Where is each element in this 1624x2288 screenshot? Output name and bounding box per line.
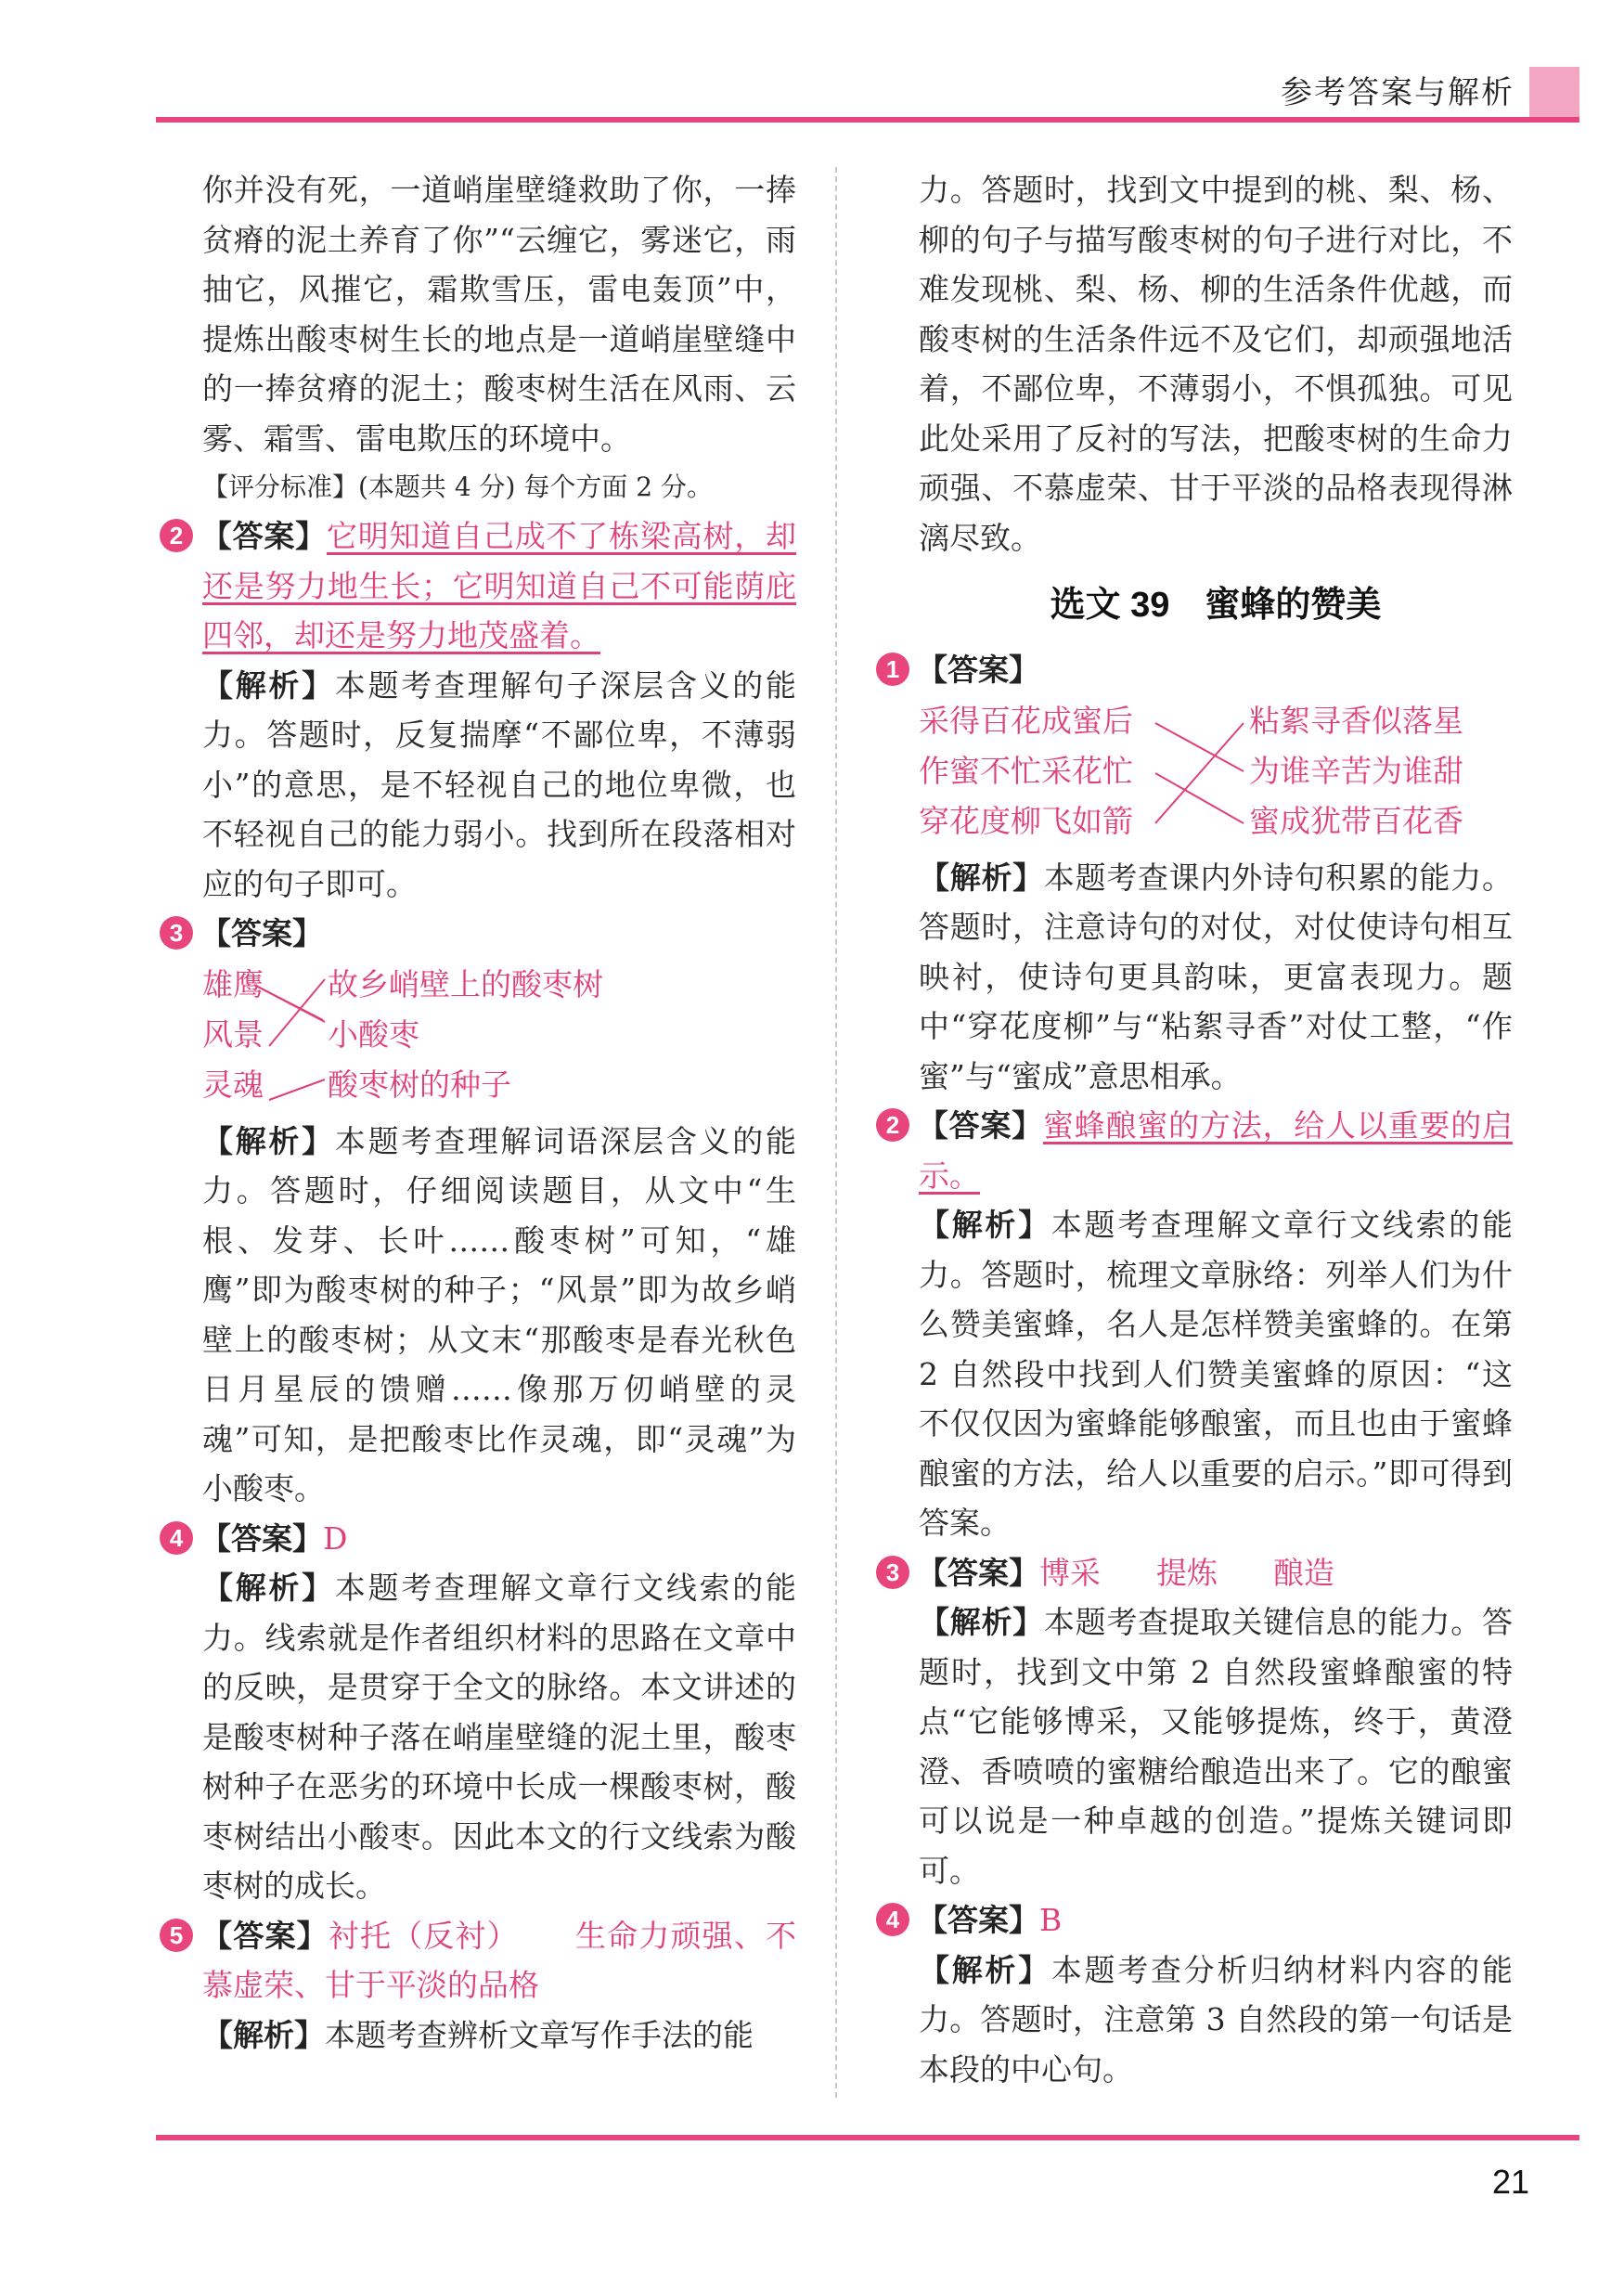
running-header-title: 参考答案与解析	[1281, 74, 1514, 111]
r-question-2-analysis	[919, 1200, 1513, 1548]
match-line	[1155, 773, 1244, 823]
question-number-badge: 2	[876, 1108, 909, 1142]
analysis-tag: 【解析】	[202, 1570, 335, 1606]
matching-diagram-q3	[202, 961, 796, 1111]
match-line-spacer	[254, 987, 325, 1079]
analysis-text: 本题考查理解文章行文线索的能力。答题时，梳理文章脉络：列举人们为什么赞美蜜蜂，名人是怎样赞美蜜蜂的。在第 2 自然段中找到人们赞美蜜蜂的原因：“这不仅仅因为蜜蜂能够酿蜜，而且也由于蜜蜂酿蜜的方法，给人以重要的启示。”即可得到答案。	[919, 1207, 1514, 1541]
match-line	[254, 985, 325, 1022]
match-right-item: 粘絮寻香似落星	[1249, 702, 1463, 739]
analysis-text: 本题考查辨析文章写作手法的能	[325, 2016, 754, 2053]
answer-tag: 【答案】	[917, 652, 1039, 688]
page-number: 21	[1491, 2163, 1529, 2201]
analysis-text: 本题考查理解句子深层含义的能力。答题时，反复揣摩“不鄙位卑，不薄弱小”的意思，是不轻视自己的地位卑微，也不轻视自己的能力弱小。找到所在段落相对应的句子即可。	[202, 666, 797, 902]
continued-paragraph: 力。答题时，找到文中提到的桃、梨、杨、柳的句子与描写酸枣树的句子进行对比，不难发现桃、梨、杨、柳的生活条件优越，而酸枣树的生活条件远不及它们，却顽强地活着，不鄙位卑，不薄弱小，不惧孤独。可见此处采用了反衬的写法，把酸枣树的生命力顽强、不慕虚荣、甘于平淡的品格表现得淋漓尽致。	[919, 172, 1513, 556]
match-right-item: 为谁辛苦为谁甜	[1249, 752, 1463, 789]
right-column	[885, 165, 1514, 2094]
question-number-badge: 3	[160, 916, 193, 950]
r-question-4-answer	[885, 1895, 1513, 1945]
analysis-text: 本题考查理解词语深层含义的能力。答题时，仔细阅读题目，从文中“生根、发芽、长叶……酸枣树”可知，“雄鹰”即为酸枣树的种子；“风景”即为故乡峭壁上的酸枣树；从文末“那酸枣是春光秋色日月星辰的馈赠……像那万仞峭壁的灵魂”可知，是把酸枣比作灵魂，即“灵魂”为小酸枣。	[202, 1122, 797, 1506]
match-line	[269, 1079, 325, 1100]
answer-tag: 【答案】	[917, 1902, 1039, 1938]
analysis-tag: 【解析】	[202, 666, 335, 704]
answer-tag: 【答案】	[200, 518, 327, 554]
answer-tag: 【答案】	[200, 915, 323, 951]
question-number-badge: 1	[876, 653, 909, 686]
left-column	[169, 165, 797, 2060]
header-accent-tab	[1529, 67, 1579, 123]
question-number-badge: 5	[160, 1919, 193, 1952]
answer-tag: 【答案】	[200, 1519, 323, 1557]
answer-word: 博采	[1039, 1554, 1101, 1591]
question-5-analysis	[202, 2010, 796, 2061]
r-question-1-analysis	[919, 853, 1513, 1102]
r-question-3-answer	[885, 1548, 1513, 1598]
question-number-badge: 4	[160, 1521, 193, 1555]
question-5-answer	[169, 1911, 797, 2010]
r-question-1-answer	[885, 645, 1513, 695]
analysis-text: 本题考查课内外诗句积累的能力。答题时，注意诗句的对仗，对仗使诗句相互映衬，使诗句更具韵味，更富表现力。题中“穿花度柳”与“粘絮寻香”对仗工整，“作蜜”与“蜜成”意思相承。	[919, 859, 1514, 1094]
match-line	[1155, 723, 1244, 771]
question-3-answer	[169, 909, 796, 959]
answer-word: 酿造	[1273, 1554, 1334, 1591]
r-question-4-analysis	[919, 1945, 1513, 2095]
match-right-item: 故乡峭壁上的酸枣树	[328, 965, 603, 1002]
analysis-tag: 【解析】	[919, 1951, 1051, 1988]
answer-text: 蜜蜂酿蜜的方法，给人以重要的启示。	[919, 1107, 1514, 1194]
match-line	[1155, 723, 1244, 823]
footer-rule	[156, 2135, 1579, 2140]
match-left-item: 风景	[202, 1015, 264, 1053]
analysis-text: 本题考查提取关键信息的能力。答题时，找到文中第 2 自然段蜜蜂酿蜜的特点“它能够博采，又能够提炼，终于，黄澄澄、香喷喷的蜜糖给酿造出来了。它的酿蜜可以说是一种卓越的创造。”提炼关键词即可。	[919, 1604, 1514, 1889]
analysis-tag: 【解析】	[919, 859, 1044, 896]
question-number-badge: 3	[876, 1556, 909, 1589]
analysis-tag: 【解析】	[202, 1122, 335, 1159]
question-4-answer	[169, 1514, 796, 1564]
intro-paragraph: 你并没有死，一道峭崖壁缝救助了你，一捧贫瘠的泥土养育了你”“云缠它，雾迷它，雨抽它，风摧它，霜欺雪压，雷电轰顶”中，提炼出酸枣树生长的地点是一道峭崖壁缝中的一捧贫瘠的泥土；酸枣树生活在风雨、云雾、霜雪、雷电欺压的环境中。	[202, 172, 796, 457]
analysis-tag: 【解析】	[202, 2016, 325, 2053]
question-4-analysis	[202, 1563, 796, 1911]
r-question-3-analysis	[919, 1597, 1513, 1895]
match-right-item: 小酸枣	[328, 1015, 419, 1053]
header-rule	[156, 117, 1579, 123]
question-3-analysis	[202, 1117, 796, 1514]
match-line	[269, 979, 325, 1046]
question-number-badge: 4	[876, 1903, 909, 1936]
analysis-tag: 【解析】	[919, 1604, 1044, 1640]
analysis-text: 本题考查理解文章行文线索的能力。线索就是作者组织材料的思路在文章中的反映，是贯穿于全文的脉络。本文讲述的是酸枣树种子落在峭崖壁缝的泥土里，酸枣树种子在恶劣的环境中长成一棵酸枣树，酸枣树结出小酸枣。因此本文的行文线索为酸枣树的成长。	[202, 1570, 797, 1904]
analysis-text: 本题考查分析归纳材料内容的能力。答题时，注意第 3 自然段的第一句话是本段的中心句。	[919, 1951, 1514, 2088]
answer-text: 它明知道自己成不了栋梁高树，却还是努力地生长；它明知道自己不可能荫庇四邻，却还是努力地茂盛着。	[202, 518, 797, 653]
match-right-item: 蜜成犹带百花香	[1249, 802, 1463, 839]
answer-text-a: 衬托（反衬）	[328, 1917, 519, 1954]
column-divider	[835, 167, 837, 2098]
answer-tag: 【答案】	[917, 1554, 1039, 1591]
answer-tag: 【答案】	[200, 1917, 329, 1954]
section-title: 选文 39 蜜蜂的赞美	[1050, 586, 1382, 625]
matching-diagram-poems	[919, 697, 1513, 847]
match-left-item: 作蜜不忙采花忙	[919, 752, 1133, 789]
answer-word: 提炼	[1156, 1554, 1218, 1591]
answer-text: B	[1039, 1902, 1063, 1938]
r-question-2-answer	[885, 1101, 1514, 1200]
match-left-item: 灵魂	[202, 1066, 264, 1103]
analysis-tag: 【解析】	[919, 1207, 1051, 1243]
answer-text: D	[323, 1519, 348, 1557]
question-2-analysis	[202, 661, 796, 910]
answer-tag: 【答案】	[917, 1107, 1043, 1144]
match-left-item: 采得百花成蜜后	[919, 702, 1133, 739]
answer-text-b: 生命力顽强、不慕虚荣、甘于平淡的品格	[202, 1917, 797, 2003]
match-left-item: 穿花度柳飞如箭	[919, 802, 1133, 839]
match-right-item: 酸枣树的种子	[328, 1066, 511, 1103]
question-number-badge: 2	[160, 519, 193, 552]
question-2-answer	[169, 511, 797, 661]
match-left-item: 雄鹰	[202, 965, 264, 1002]
score-rule: 【评分标准】(本题共 4 分) 每个方面 2 分。	[202, 472, 713, 502]
